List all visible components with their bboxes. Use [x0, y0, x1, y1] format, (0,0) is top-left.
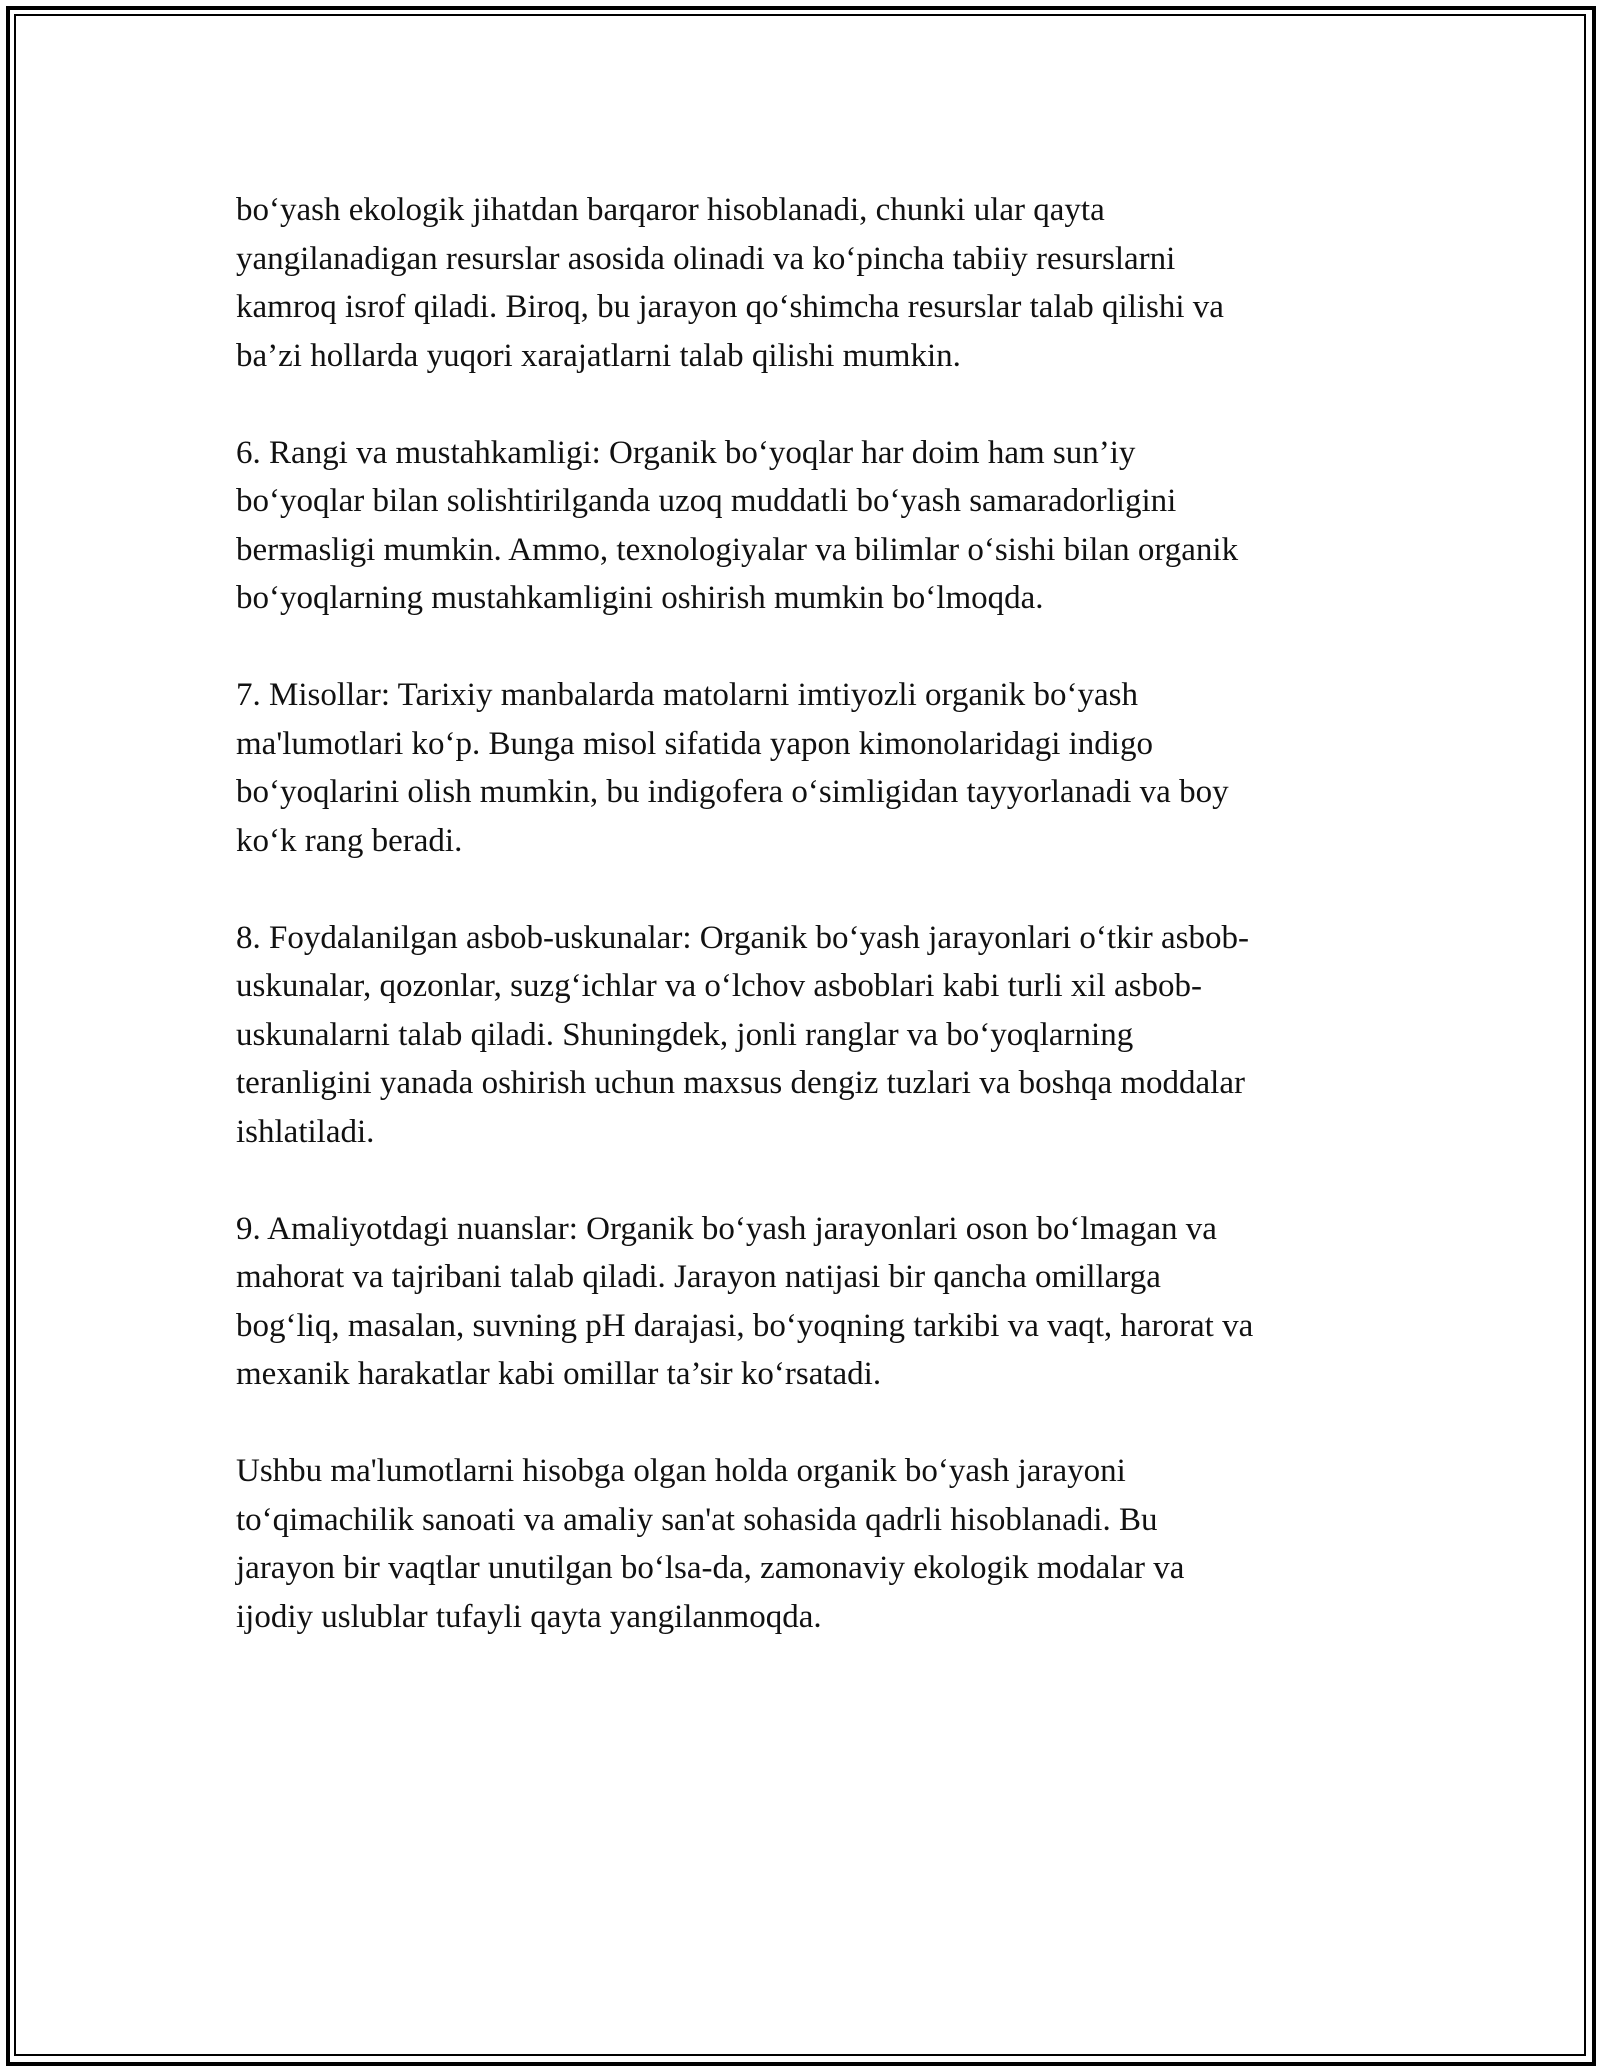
paragraph-continuation — [236, 186, 1366, 380]
text-line: ijodiy uslublar tufayli qayta yangilanmoqda. — [236, 1598, 822, 1635]
text-line: ma'lumotlari ko‘p. Bunga misol sifatida yapon kimonolaridagi indigo — [236, 725, 1153, 762]
text-line: to‘qimachilik sanoati va amaliy san'at sohasida qadrli hisoblanadi. Bu — [236, 1501, 1158, 1538]
text-line: 6. Rangi va mustahkamligi: Organik bo‘yoqlar har doim ham sun’iy — [236, 434, 1136, 471]
text-line: jarayon bir vaqtlar unutilgan bo‘lsa-da, zamonaviy ekologik modalar va — [236, 1550, 1185, 1586]
text-line: 8. Foydalanilgan asbob-uskunalar: Organik bo‘yash jarayonlari o‘tkir asbob- — [236, 919, 1249, 956]
text-line: mahorat va tajribani talab qiladi. Jarayon natijasi bir qancha omillarga — [236, 1259, 1161, 1295]
text-line: teranligini yanada oshirish uchun maxsus dengiz tuzlari va boshqa moddalar — [236, 1065, 1245, 1101]
text-line: bo‘yoqlarini olish mumkin, bu indigofera o‘simligidan tayyorlanadi va boy — [236, 774, 1229, 810]
paragraph-conclusion — [236, 1447, 1366, 1641]
text-line: uskunalar, qozonlar, suzg‘ichlar va o‘lchov asboblari kabi turli xil asbob- — [236, 968, 1202, 1004]
paragraph-item-7 — [236, 671, 1366, 865]
text-line: yangilanadigan resurslar asosida olinadi va ko‘pincha tabiiy resurslarni — [236, 240, 1176, 277]
paragraph-item-8 — [236, 914, 1366, 1157]
text-line: Ushbu ma'lumotlarni hisobga olgan holda organik bo‘yash jarayoni — [236, 1453, 1126, 1489]
document-body — [236, 186, 1366, 1690]
text-line: bo‘yoqlarning mustahkamligini oshirish mumkin bo‘lmoqda. — [236, 580, 1044, 616]
text-line: ko‘k rang beradi. — [236, 822, 463, 859]
text-line: kamroq isrof qiladi. Biroq, bu jarayon qo‘shimcha resurslar talab qilishi va — [236, 289, 1224, 325]
paragraph-item-9 — [236, 1205, 1366, 1399]
text-line: bermasligi mumkin. Ammo, texnologiyalar va bilimlar o‘sishi bilan organik — [236, 531, 1239, 568]
text-line: uskunalarni talab qiladi. Shuningdek, jonli ranglar va bo‘yoqlarning — [236, 1016, 1134, 1053]
text-line: ishlatiladi. — [236, 1113, 375, 1150]
text-line: ba’zi hollarda yuqori xarajatlarni talab qilishi mumkin. — [236, 337, 961, 374]
text-line: bog‘liq, masalan, suvning pH darajasi, bo‘yoqning tarkibi va vaqt, harorat va — [236, 1307, 1254, 1344]
paragraph-item-6 — [236, 429, 1366, 623]
text-line: 9. Amaliyotdagi nuanslar: Organik bo‘yash jarayonlari oson bo‘lmagan va — [236, 1210, 1217, 1247]
text-line: bo‘yash ekologik jihatdan barqaror hisoblanadi, chunki ular qayta — [236, 192, 1105, 228]
text-line: 7. Misollar: Tarixiy manbalarda matolarni imtiyozli organik bo‘yash — [236, 677, 1138, 713]
text-line: bo‘yoqlar bilan solishtirilganda uzoq muddatli bo‘yash samaradorligini — [236, 483, 1177, 519]
text-line: mexanik harakatlar kabi omillar ta’sir ko‘rsatadi. — [236, 1356, 882, 1392]
